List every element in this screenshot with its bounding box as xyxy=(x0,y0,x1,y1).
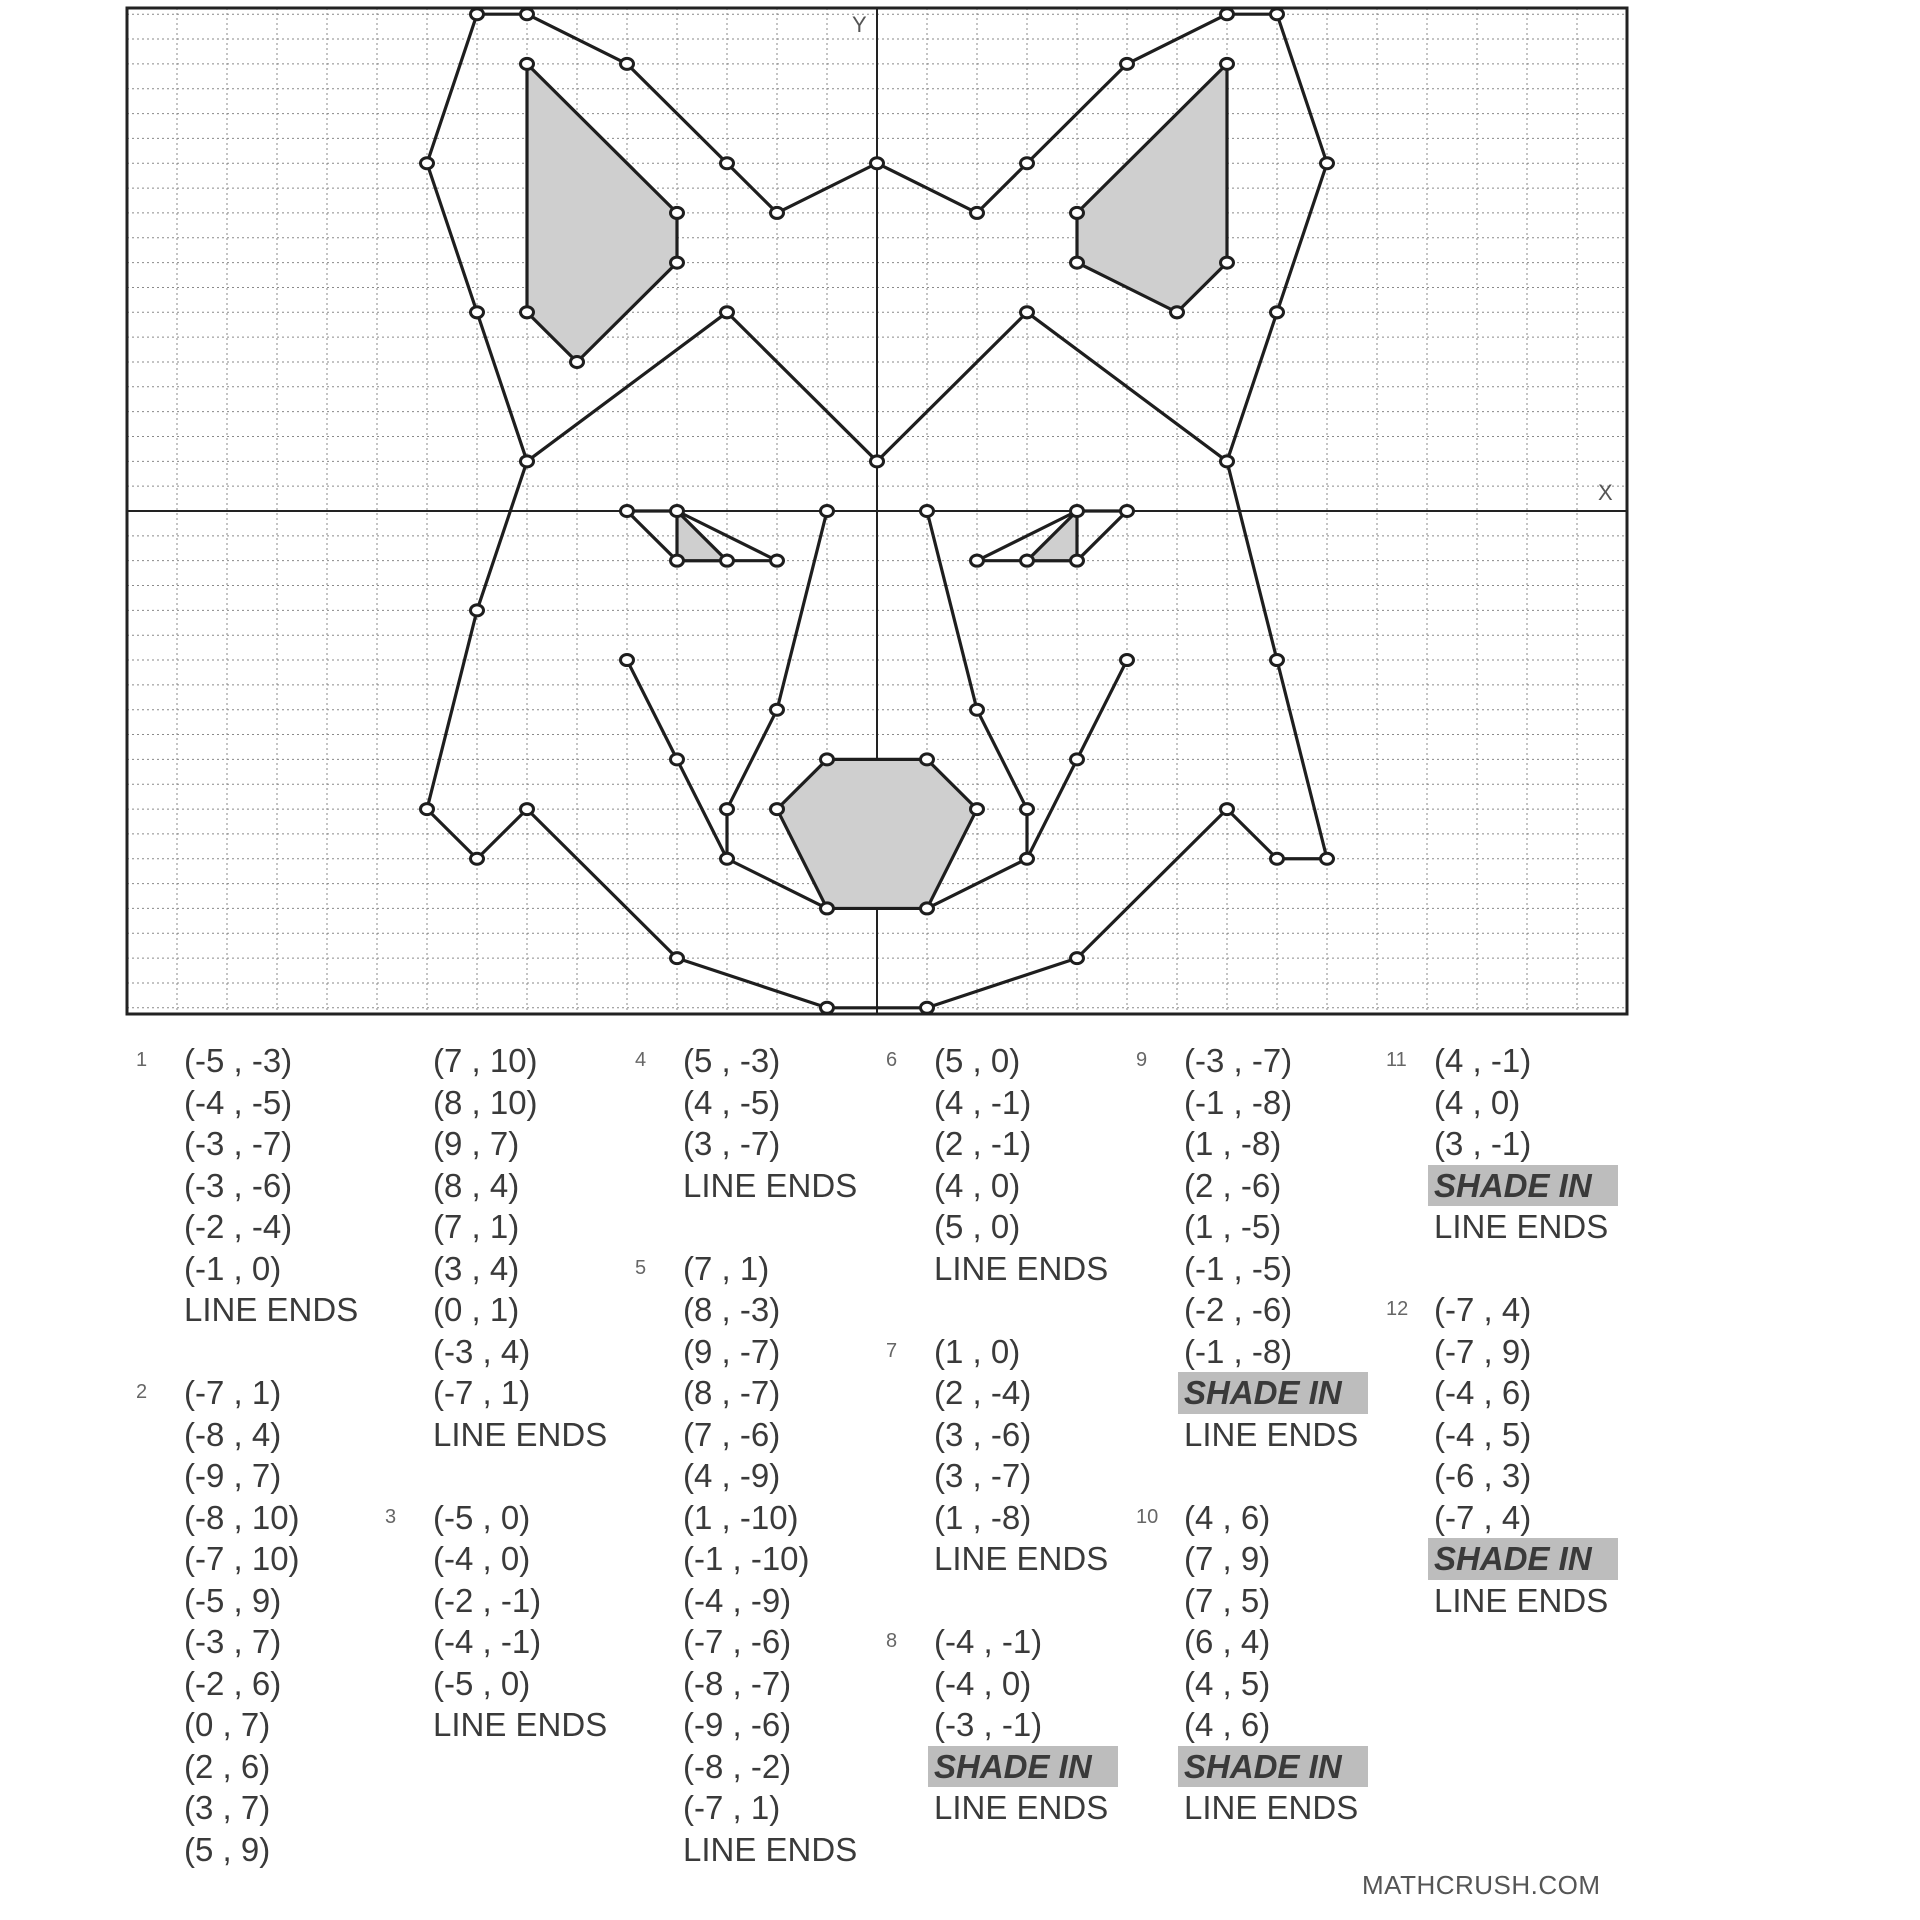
plot-point xyxy=(671,555,684,566)
coordinate-pair: (8 , 10) xyxy=(433,1083,538,1121)
coordinate-pair: (-4 , 6) xyxy=(1434,1374,1532,1411)
coordinate-pair: (4 , -1) xyxy=(1434,1042,1532,1079)
instruction-entry xyxy=(1136,1497,1368,1829)
coordinate-pair: (7 , 9) xyxy=(1184,1540,1271,1577)
plot-point xyxy=(1121,655,1134,666)
instruction-entry xyxy=(136,1040,359,1331)
coordinate-pair: (4 , 0) xyxy=(1434,1083,1521,1121)
plot-point xyxy=(821,1002,834,1013)
shape-8 xyxy=(677,511,727,561)
plot-point xyxy=(1021,307,1034,318)
plot-point xyxy=(671,953,684,964)
plot-point xyxy=(921,903,934,914)
coordinate-pair: (3 , -7) xyxy=(683,1125,781,1162)
coordinate-pair: (-1 , -8) xyxy=(1184,1083,1293,1121)
plot-point xyxy=(671,257,684,268)
coordinate-pair: (-7 , 10) xyxy=(184,1540,300,1577)
coordinate-pair: (9 , -7) xyxy=(683,1332,781,1370)
coordinate-pair: (1 , -5) xyxy=(1184,1208,1282,1245)
step-number: 5 xyxy=(635,1256,647,1279)
coordinate-pair: (3 , 4) xyxy=(433,1249,520,1287)
y-axis-label: Y xyxy=(852,12,867,37)
coordinate-pair: (1 , -8) xyxy=(934,1498,1032,1536)
plot-point xyxy=(721,555,734,566)
plot-point xyxy=(1071,953,1084,964)
coordinate-pair: (7 , 1) xyxy=(433,1208,520,1245)
step-number: 11 xyxy=(1386,1049,1407,1071)
plot-point xyxy=(521,307,534,318)
coordinate-pair: (7 , -6) xyxy=(683,1415,781,1453)
step-number: 4 xyxy=(635,1049,647,1071)
line-ends-label: LINE ENDS xyxy=(184,1291,359,1328)
coordinate-pair: (5 , -3) xyxy=(683,1042,781,1079)
plot-point xyxy=(471,853,484,864)
coordinate-pair: (-3 , -6) xyxy=(184,1166,293,1204)
instruction-column xyxy=(1386,1040,1618,1621)
coordinate-pair: (-2 , 6) xyxy=(184,1664,282,1702)
coordinate-pair: (5 , 0) xyxy=(934,1208,1021,1245)
coordinate-pair: (-4 , 0) xyxy=(433,1540,531,1577)
plot-point xyxy=(1271,655,1284,666)
coordinate-pair: (-7 , 4) xyxy=(1434,1498,1532,1536)
coordinate-pair: (3 , -1) xyxy=(1434,1125,1532,1162)
line-ends-label: LINE ENDS xyxy=(433,1415,608,1453)
plot-point xyxy=(521,804,534,815)
step-number: 7 xyxy=(886,1339,898,1362)
instruction-column xyxy=(136,1040,359,1870)
shade-in-label: SHADE IN xyxy=(1178,1372,1368,1414)
line-ends-label: LINE ENDS xyxy=(1434,1581,1609,1619)
entry-gap xyxy=(184,1331,358,1373)
plot-point xyxy=(521,9,534,20)
plot-point xyxy=(471,307,484,318)
coordinate-pair: (-5 , 0) xyxy=(433,1664,531,1702)
line-ends-label: LINE ENDS xyxy=(683,1830,858,1868)
plot-point xyxy=(1021,158,1034,169)
coordinate-pair: (4 , 6) xyxy=(1184,1498,1271,1536)
coordinate-pair: (-1 , -8) xyxy=(1184,1332,1293,1370)
plot-point xyxy=(721,804,734,815)
instruction-column xyxy=(886,1040,1118,1829)
plot-point xyxy=(1221,9,1234,20)
instruction-entry xyxy=(433,1040,607,1455)
coordinate-pair: (0 , 7) xyxy=(184,1706,271,1743)
plot-point xyxy=(871,158,884,169)
coordinate-pair: (-5 , 9) xyxy=(184,1581,282,1619)
line-ends-label: LINE ENDS xyxy=(1184,1789,1359,1826)
step-number: 3 xyxy=(385,1505,397,1528)
plot-point xyxy=(921,754,934,765)
entry-gap xyxy=(934,1289,1118,1331)
coordinate-pair: (1 , -10) xyxy=(683,1498,799,1536)
coordinate-pair: (2 , -4) xyxy=(934,1374,1032,1411)
line-ends-label: LINE ENDS xyxy=(433,1706,608,1743)
coordinate-pair: (8 , -3) xyxy=(683,1291,781,1328)
line-ends-label: LINE ENDS xyxy=(934,1540,1109,1577)
coordinate-pair: (-8 , -2) xyxy=(683,1747,792,1785)
coordinate-pair: (-3 , -7) xyxy=(1184,1042,1293,1079)
instruction-column xyxy=(385,1040,608,1746)
coordinate-pair: (4 , 6) xyxy=(1184,1706,1271,1743)
plot-point xyxy=(1271,9,1284,20)
coordinate-pair: (2 , -6) xyxy=(1184,1166,1282,1204)
coordinate-pair: (-7 , 1) xyxy=(433,1374,531,1411)
plot-point xyxy=(721,853,734,864)
shade-in-label: SHADE IN xyxy=(1428,1538,1618,1580)
coordinate-pair: (8 , -7) xyxy=(683,1374,781,1411)
coordinate-pair: (-3 , 4) xyxy=(433,1332,531,1370)
plot-point xyxy=(1321,853,1334,864)
plot-point xyxy=(1271,307,1284,318)
step-number: 12 xyxy=(1386,1298,1409,1320)
plot-point xyxy=(771,804,784,815)
plot-point xyxy=(1021,804,1034,815)
coordinate-pair: (-9 , -6) xyxy=(683,1706,792,1743)
entry-gap xyxy=(433,1455,607,1497)
coordinate-pair: (-7 , 4) xyxy=(1434,1291,1532,1328)
entry-gap xyxy=(683,1206,857,1248)
plot-point xyxy=(821,754,834,765)
coordinate-pair: (3 , -7) xyxy=(934,1457,1032,1494)
plot-point xyxy=(671,754,684,765)
plot-point xyxy=(771,555,784,566)
coordinate-pair: (-3 , -1) xyxy=(934,1706,1043,1743)
coordinate-pair: (7 , 5) xyxy=(1184,1581,1271,1619)
instruction-entry xyxy=(1386,1040,1618,1248)
plot-point xyxy=(621,655,634,666)
coordinate-pair: (4 , -9) xyxy=(683,1457,781,1494)
coordinate-pair: (2 , -1) xyxy=(934,1125,1032,1162)
plot-point xyxy=(971,804,984,815)
coordinate-pair: (-2 , -4) xyxy=(184,1208,293,1245)
coordinate-pair: (4 , 0) xyxy=(934,1166,1021,1204)
step-number: 2 xyxy=(136,1381,148,1403)
coordinate-pair: (1 , 0) xyxy=(934,1332,1021,1370)
coordinate-pair: (-5 , -3) xyxy=(184,1042,293,1079)
coordinate-pair: (8 , 4) xyxy=(433,1166,520,1204)
step-number: 6 xyxy=(886,1049,898,1071)
entry-gap xyxy=(1434,1248,1618,1290)
coordinate-pair: (-7 , 1) xyxy=(683,1789,781,1826)
plot-point xyxy=(1071,257,1084,268)
plot-point xyxy=(821,903,834,914)
line-ends-label: LINE ENDS xyxy=(1184,1415,1359,1453)
plot-point xyxy=(1071,506,1084,517)
plot-point xyxy=(1271,853,1284,864)
plot-point xyxy=(471,9,484,20)
coordinate-pair: (3 , -6) xyxy=(934,1415,1032,1453)
plot-point xyxy=(1021,853,1034,864)
instruction-entry xyxy=(886,1621,1118,1829)
instruction-column xyxy=(635,1040,858,1870)
instruction-entry xyxy=(1136,1040,1368,1455)
coordinate-pair: (-4 , -1) xyxy=(433,1623,542,1660)
instruction-entry xyxy=(635,1248,858,1871)
x-axis-label: X xyxy=(1598,480,1613,505)
coordinate-pair: (-3 , -7) xyxy=(184,1125,293,1162)
plot-point xyxy=(671,207,684,218)
shape-12 xyxy=(527,64,677,362)
shape-10 xyxy=(1077,64,1227,312)
coordinate-pair: (3 , 7) xyxy=(184,1789,271,1826)
instruction-entry xyxy=(886,1040,1118,1289)
instruction-entry xyxy=(886,1331,1118,1580)
coordinate-pair: (0 , 1) xyxy=(433,1291,520,1328)
plot-point xyxy=(1221,257,1234,268)
coordinate-pair: (-8 , 4) xyxy=(184,1415,282,1453)
plot-point xyxy=(921,506,934,517)
coordinate-pair: (9 , 7) xyxy=(433,1125,520,1162)
coordinate-pair: (-9 , 7) xyxy=(184,1457,282,1494)
coordinate-pair: (-1 , -10) xyxy=(683,1540,810,1577)
instruction-entry xyxy=(1386,1289,1618,1621)
plot-point xyxy=(671,506,684,517)
step-number: 9 xyxy=(1136,1049,1148,1071)
coordinate-pair: (7 , 1) xyxy=(683,1249,770,1287)
coordinate-pair: (-5 , 0) xyxy=(433,1498,531,1536)
coordinate-pair: (1 , -8) xyxy=(1184,1125,1282,1162)
line-ends-label: LINE ENDS xyxy=(1434,1208,1609,1245)
shape-9 xyxy=(727,759,977,908)
coordinate-pair: (-8 , 10) xyxy=(184,1498,300,1536)
coordinate-pair: (7 , 10) xyxy=(433,1042,538,1079)
plot-point xyxy=(1121,58,1134,69)
coordinate-pair: (-7 , 9) xyxy=(1434,1332,1532,1370)
coordinate-pair: (-7 , -6) xyxy=(683,1623,792,1660)
coordinate-pair: (4 , -5) xyxy=(683,1083,781,1121)
coordinate-pair: (6 , 4) xyxy=(1184,1623,1271,1660)
shade-in-label: SHADE IN xyxy=(1428,1165,1618,1207)
plot-point xyxy=(721,307,734,318)
plot-point xyxy=(971,704,984,715)
plot-point xyxy=(621,506,634,517)
coordinate-pair: (-6 , 3) xyxy=(1434,1457,1532,1494)
coordinate-pair: (-2 , -1) xyxy=(433,1581,542,1619)
plot-point xyxy=(471,605,484,616)
coordinate-pair: (4 , -1) xyxy=(934,1083,1032,1121)
step-number: 1 xyxy=(136,1049,148,1071)
coordinate-pair: (-4 , 5) xyxy=(1434,1415,1532,1453)
plot-point xyxy=(421,804,434,815)
coordinate-pair: (-3 , 7) xyxy=(184,1623,282,1660)
footer-credit: MATHCRUSH.COM xyxy=(1362,1870,1601,1900)
plot-point xyxy=(771,704,784,715)
plot-point xyxy=(1071,555,1084,566)
plot-point xyxy=(1221,58,1234,69)
coordinate-pair: (4 , 5) xyxy=(1184,1664,1271,1702)
instruction-entry xyxy=(635,1040,858,1206)
coordinate-pair: (-4 , 0) xyxy=(934,1664,1032,1702)
plot-point xyxy=(721,158,734,169)
shade-in-label: SHADE IN xyxy=(928,1746,1118,1788)
plot-point xyxy=(1221,456,1234,467)
plot-point xyxy=(571,356,584,367)
coordinate-pair: (-4 , -1) xyxy=(934,1623,1043,1660)
line-ends-label: LINE ENDS xyxy=(934,1249,1109,1287)
plot-point xyxy=(821,506,834,517)
instruction-entry xyxy=(385,1497,608,1746)
plot-point xyxy=(1071,207,1084,218)
plot-point xyxy=(621,58,634,69)
plot-point xyxy=(1221,804,1234,815)
entry-gap xyxy=(1184,1455,1368,1497)
coordinate-pair: (2 , 6) xyxy=(184,1747,271,1785)
plot-point xyxy=(521,58,534,69)
plot-point xyxy=(871,456,884,467)
shade-in-label: SHADE IN xyxy=(1178,1746,1368,1788)
plot-point xyxy=(1171,307,1184,318)
coordinate-pair: (-2 , -6) xyxy=(1184,1291,1293,1328)
plot-point xyxy=(771,207,784,218)
step-number: 8 xyxy=(886,1630,898,1652)
plot-point xyxy=(1321,158,1334,169)
plot-point xyxy=(1021,555,1034,566)
plot-point xyxy=(971,207,984,218)
coordinate-pair: (-4 , -5) xyxy=(184,1083,293,1121)
coordinate-pair: (-8 , -7) xyxy=(683,1664,792,1702)
coordinate-pair: (5 , 9) xyxy=(184,1830,271,1868)
plot-point xyxy=(1071,754,1084,765)
line-ends-label: LINE ENDS xyxy=(934,1789,1109,1826)
line-ends-label: LINE ENDS xyxy=(683,1166,858,1204)
plot-point xyxy=(971,555,984,566)
plot-point xyxy=(521,456,534,467)
coordinate-pair: (-1 , -5) xyxy=(1184,1249,1293,1287)
instruction-entry xyxy=(136,1372,358,1870)
shape-11 xyxy=(1027,511,1077,561)
coordinate-pair: (-7 , 1) xyxy=(184,1374,282,1411)
coordinate-pair: (-4 , -9) xyxy=(683,1581,792,1619)
coordinate-pair: (5 , 0) xyxy=(934,1042,1021,1079)
plot-point xyxy=(1121,506,1134,517)
plot-point xyxy=(421,158,434,169)
plot-point xyxy=(921,1002,934,1013)
instruction-column xyxy=(1136,1040,1368,1829)
entry-gap xyxy=(934,1580,1118,1622)
step-number: 10 xyxy=(1136,1505,1159,1528)
coordinate-pair: (-1 , 0) xyxy=(184,1249,282,1287)
